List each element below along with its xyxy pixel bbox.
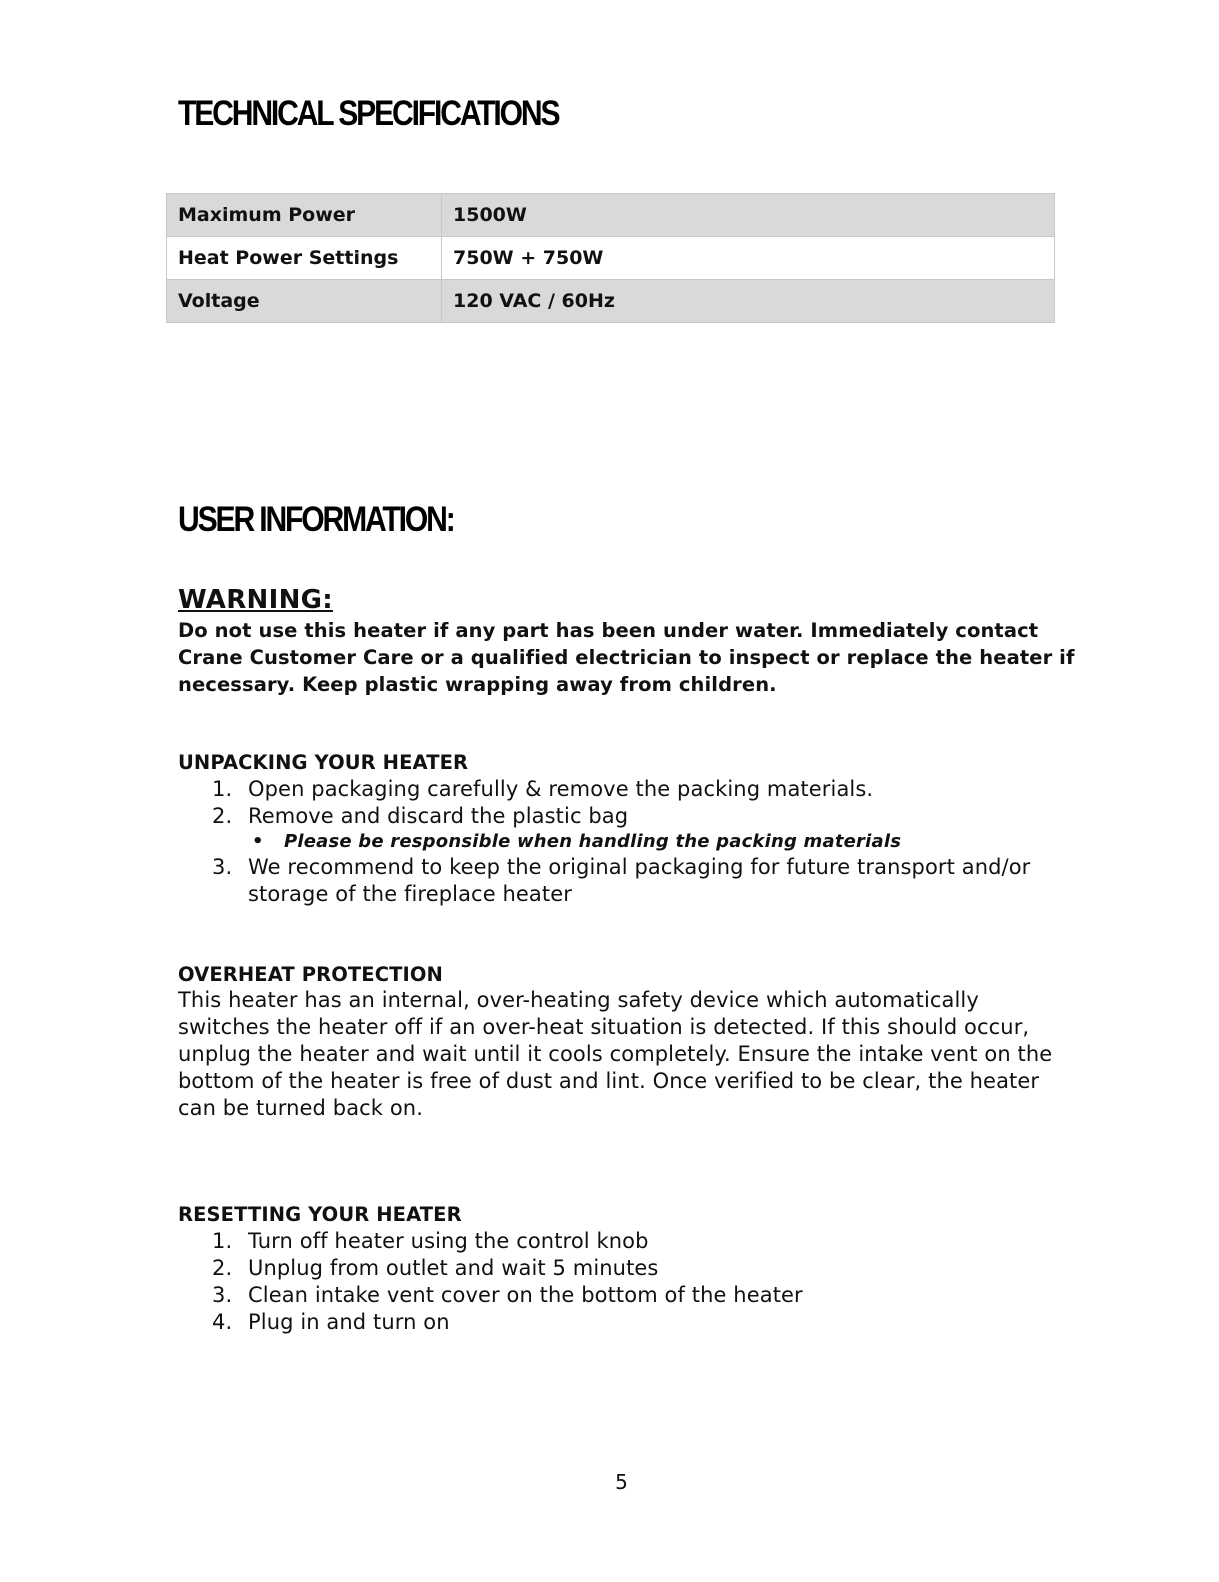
list-number: 3. bbox=[212, 1283, 233, 1307]
spec-label: Heat Power Settings bbox=[167, 237, 442, 280]
list-item bbox=[178, 1282, 1058, 1309]
spec-label: Maximum Power bbox=[167, 194, 442, 237]
spec-value: 750W + 750W bbox=[442, 237, 1055, 280]
warning-title: WARNING: bbox=[178, 585, 333, 615]
specs-table bbox=[166, 193, 1055, 323]
table-row bbox=[167, 280, 1055, 323]
list-item bbox=[178, 776, 1058, 803]
table-row bbox=[167, 194, 1055, 237]
overheat-heading: OVERHEAT PROTECTION bbox=[178, 963, 443, 986]
list-item-text: Turn off heater using the control knob bbox=[248, 1229, 649, 1253]
list-item-text: Unplug from outlet and wait 5 minutes bbox=[248, 1256, 659, 1280]
table-row bbox=[167, 237, 1055, 280]
page-number: 5 bbox=[615, 1470, 628, 1494]
unpacking-heading: UNPACKING YOUR HEATER bbox=[178, 751, 469, 774]
overheat-text: This heater has an internal, over-heating safety device which automatically switches the heater off if an over-heat situation is detected. If this should occur, unplug the heater and wait until it cools completely. Ensure the intake vent on the bottom of the heater is free of dust and lint. Once verified to be clear, the heater can be turned back on. bbox=[178, 988, 1053, 1120]
list-number: 1. bbox=[212, 1229, 233, 1253]
list-number: 1. bbox=[212, 777, 233, 801]
list-number: 2. bbox=[212, 804, 233, 828]
bullet-text: Please be responsible when handling the packing materials bbox=[284, 831, 902, 852]
list-item-text: We recommend to keep the original packaging for future transport and/or storage of the fireplace heater bbox=[248, 855, 1031, 906]
spec-value: 1500W bbox=[442, 194, 1055, 237]
resetting-heading: RESETTING YOUR HEATER bbox=[178, 1203, 462, 1226]
list-item bbox=[178, 1228, 1058, 1255]
list-item bbox=[178, 1255, 1058, 1282]
list-item-text: Clean intake vent cover on the bottom of the heater bbox=[248, 1283, 803, 1307]
list-item bbox=[178, 803, 1058, 830]
list-number: 3. bbox=[212, 855, 233, 879]
list-item-text: Remove and discard the plastic bag bbox=[248, 804, 629, 828]
list-item bbox=[178, 1309, 1058, 1336]
list-item bbox=[178, 854, 1058, 908]
tech-specs-heading: TECHNICAL SPECIFICATIONS bbox=[178, 94, 559, 133]
unpacking-steps bbox=[178, 776, 1058, 908]
spec-value: 120 VAC / 60Hz bbox=[442, 280, 1055, 323]
bullet-item bbox=[178, 830, 1058, 854]
user-info-heading: USER INFORMATION: bbox=[178, 500, 454, 539]
list-number: 4. bbox=[212, 1310, 233, 1334]
spec-label: Voltage bbox=[167, 280, 442, 323]
warning-text: Do not use this heater if any part has been under water. Immediately contact Crane Customer Care or a qualified electrician to inspect or replace the heater if necessary. Keep plastic wrapping away from children. bbox=[178, 619, 1075, 696]
list-item-text: Open packaging carefully & remove the packing materials. bbox=[248, 777, 874, 801]
resetting-steps bbox=[178, 1228, 1058, 1336]
list-item-text: Plug in and turn on bbox=[248, 1310, 450, 1334]
list-number: 2. bbox=[212, 1256, 233, 1280]
bullet-icon: • bbox=[252, 831, 264, 852]
